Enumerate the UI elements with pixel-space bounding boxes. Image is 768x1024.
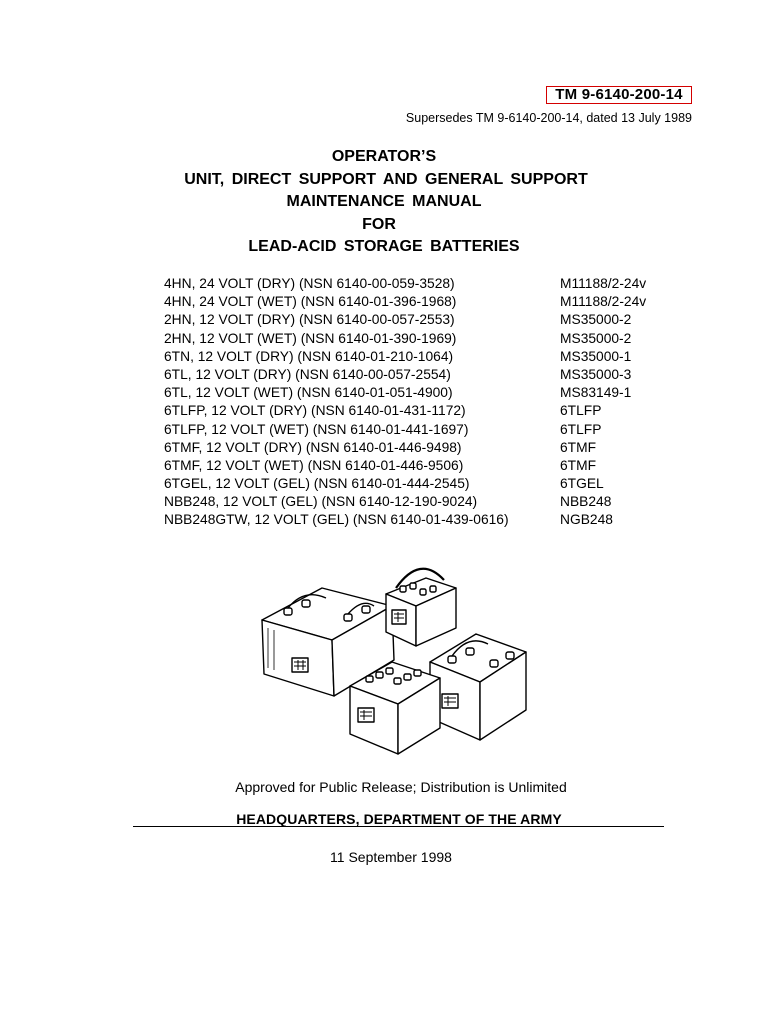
- battery-row: [164, 330, 704, 348]
- supersedes-note: Supersedes TM 9-6140-200-14, dated 13 July 1989: [405, 111, 692, 125]
- battery-spec-code: MS35000-2: [560, 312, 632, 328]
- battery-drawing-small-back: [386, 569, 456, 646]
- battery-description: 6TLFP, 12 VOLT (DRY) (NSN 6140-01-431-1172): [164, 403, 466, 419]
- battery-description: 6TMF, 12 VOLT (DRY) (NSN 6140-01-446-9498): [164, 439, 462, 455]
- battery-description: 4HN, 24 VOLT (WET) (NSN 6140-01-396-1968): [164, 294, 457, 310]
- battery-spec-code: 6TMF: [560, 457, 597, 473]
- battery-row: [164, 511, 704, 529]
- battery-spec-code: MS35000-1: [560, 348, 632, 364]
- title-line-operators: OPERATOR’S: [331, 148, 437, 165]
- battery-description: 6TL, 12 VOLT (DRY) (NSN 6140-00-057-2554): [164, 366, 451, 382]
- battery-spec-code: 6TGEL: [560, 476, 604, 492]
- battery-spec-code: 6TLFP: [560, 421, 602, 437]
- battery-description: 2HN, 12 VOLT (DRY) (NSN 6140-00-057-2553): [164, 312, 455, 328]
- publication-date: 11 September 1998: [330, 849, 452, 865]
- battery-drawing-large-right: [430, 634, 526, 740]
- battery-row: [164, 493, 704, 511]
- title-line-for: FOR: [362, 215, 396, 233]
- battery-description: 6TN, 12 VOLT (DRY) (NSN 6140-01-210-1064): [164, 348, 454, 364]
- battery-row: [164, 402, 704, 420]
- battery-row: [164, 366, 704, 384]
- batteries-illustration: [244, 548, 532, 764]
- tm-number-box: TM 9-6140-200-14: [546, 86, 692, 104]
- title-line-maintenance-manual: MAINTENANCE MANUAL: [286, 193, 482, 210]
- battery-description: NBB248, 12 VOLT (GEL) (NSN 6140-12-190-9024): [164, 494, 478, 510]
- battery-row: [164, 384, 704, 402]
- battery-row: [164, 311, 704, 329]
- title-line-support-levels: UNIT, DIRECT SUPPORT AND GENERAL SUPPORT: [184, 170, 588, 188]
- battery-description: NBB248GTW, 12 VOLT (GEL) (NSN 6140-01-439-0616): [164, 512, 509, 528]
- battery-spec-code: MS35000-2: [560, 330, 632, 346]
- battery-row: [164, 275, 704, 293]
- battery-spec-code: M11188/2-24v: [560, 294, 647, 310]
- battery-row: [164, 348, 704, 366]
- battery-row: [164, 439, 704, 457]
- battery-spec-code: NGB248: [560, 512, 613, 528]
- battery-row: [164, 421, 704, 439]
- distribution-statement: Approved for Public Release; Distribution is Unlimited: [235, 779, 567, 795]
- battery-spec-code: MS35000-3: [560, 366, 632, 382]
- title-line-subject: LEAD-ACID STORAGE BATTERIES: [248, 238, 520, 255]
- battery-description: 6TL, 12 VOLT (WET) (NSN 6140-01-051-4900): [164, 385, 453, 401]
- battery-list: [164, 275, 704, 530]
- battery-spec-code: 6TLFP: [560, 403, 602, 419]
- battery-description: 6TLFP, 12 VOLT (WET) (NSN 6140-01-441-1697): [164, 421, 469, 437]
- headquarters-line: HEADQUARTERS, DEPARTMENT OF THE ARMY: [236, 811, 562, 827]
- battery-row: [164, 293, 704, 311]
- battery-description: 6TGEL, 12 VOLT (GEL) (NSN 6140-01-444-2545): [164, 476, 470, 492]
- battery-spec-code: NBB248: [560, 494, 612, 510]
- battery-description: 6TMF, 12 VOLT (WET) (NSN 6140-01-446-9506): [164, 457, 464, 473]
- horizontal-rule: [133, 826, 664, 827]
- battery-description: 2HN, 12 VOLT (WET) (NSN 6140-01-390-1969): [164, 330, 457, 346]
- battery-spec-code: MS83149-1: [560, 385, 632, 401]
- battery-spec-code: M11188/2-24v: [560, 276, 647, 291]
- battery-row: [164, 475, 704, 493]
- battery-description: 4HN, 24 VOLT (DRY) (NSN 6140-00-059-3528): [164, 276, 455, 291]
- manual-title: [0, 146, 768, 259]
- battery-row: [164, 457, 704, 475]
- battery-spec-code: 6TMF: [560, 439, 597, 455]
